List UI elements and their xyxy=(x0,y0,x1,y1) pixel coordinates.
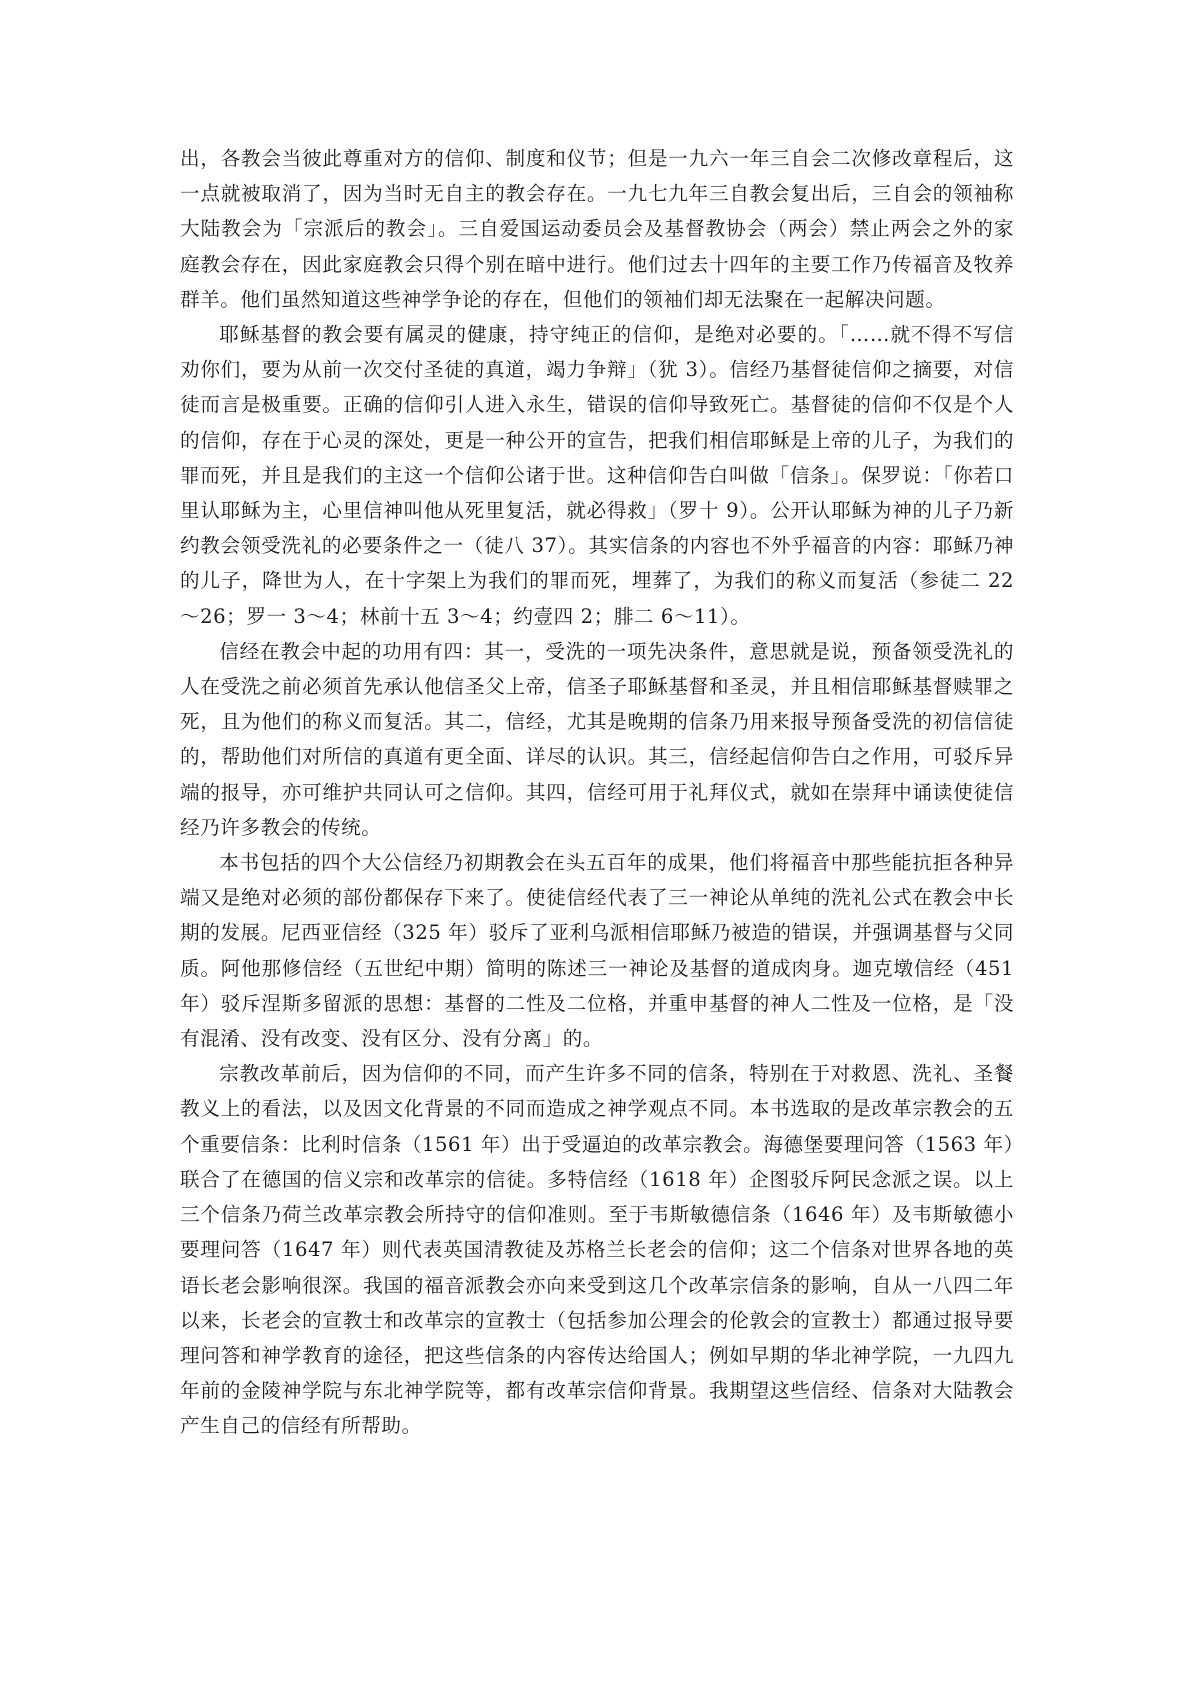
paragraph-1: 出，各教会当彼此尊重对方的信仰、制度和仪节；但是一九六一年三自会二次修改章程后，这一点就被取消了，因为当时无自主的教会存在。一九七九年三自教会复出后，三自会的领袖称大陆教会为「宗派后的教会」。三自爱国运动委员会及基督教协会（两会）禁止两会之外的家庭教会存在，因此家庭教会只得个别在暗中进行。他们过去十四年的主要工作乃传福音及牧养群羊。他们虽然知道这些神学争论的存在，但他们的领袖们却无法聚在一起解决问题。 xyxy=(180,147,1014,311)
paragraph-2: 耶稣基督的教会要有属灵的健康，持守纯正的信仰，是绝对必要的。「……就不得不写信劝你们，要为从前一次交付圣徒的真道，竭力争辩」（犹 3）。信经乃基督徒信仰之摘要，对信徒而言是极重要。正确的信仰引人进入永生，错误的信仰导致死亡。基督徒的信仰不仅是个人的信仰，存在于心灵的深处，更是一种公开的宣告，把我们相信耶稣是上帝的儿子，为我们的罪而死，并且是我们的主这一个信仰公诸于世。这种信仰告白叫做「信条」。保罗说：「你若口里认耶稣为主，心里信神叫他从死里复活，就必得救」（罗十 9）。公开认耶稣为神的儿子乃新约教会领受洗礼的必要条件之一（徒八 37）。其实信条的内容也不外乎福音的内容：耶稣乃神的儿子，降世为人，在十字架上为我们的罪而死，埋葬了，为我们的称义而复活（参徒二 22～26；罗一 3～4；林前十五 3～4；约壹四 2；腓二 6～11）。 xyxy=(180,323,1014,628)
paragraph-3: 信经在教会中起的功用有四：其一，受洗的一项先决条件，意思就是说，预备领受洗礼的人在受洗之前必须首先承认他信圣父上帝，信圣子耶稣基督和圣灵，并且相信耶稣基督赎罪之死，且为他们的称义而复活。其二，信经，尤其是晚期的信条乃用来报导预备受洗的初信信徒的，帮助他们对所信的真道有更全面、详尽的认识。其三，信经起信仰告白之作用，可驳斥异端的报导，亦可维护共同认可之信仰。其四，信经可用于礼拜仪式，就如在崇拜中诵读使徒信经乃许多教会的传统。 xyxy=(180,639,1014,839)
paragraph-5: 宗教改革前后，因为信仰的不同，而产生许多不同的信条，特别在于对救恩、洗礼、圣餐教义上的看法，以及因文化背景的不同而造成之神学观点不同。本书选取的是改革宗教会的五个重要信条：比利时信条（1561 年）出于受逼迫的改革宗教会。海德堡要理问答（1563 年）联合了在德国的信义宗和改革宗的信徒。多特信经（1618 年）企图驳斥阿民念派之误。以上三个信条乃荷兰改革宗教会所持守的信仰准则。至于韦斯敏德信条（1646 年）及韦斯敏德小要理问答（1647 年）则代表英国清教徒及苏格兰长老会的信仰；这二个信条对世界各地的英语长老会影响很深。我国的福音派教会亦向来受到这几个改革宗信条的影响，自从一八四二年以来，长老会的宣教士和改革宗的宣教士（包括参加公理会的伦敦会的宣教士）都通过报导要理问答和神学教育的途径，把这些信条的内容传达给国人；例如早期的华北神学院，一九四九年前的金陵神学院与东北神学院等，都有改革宗信仰背景。我期望这些信经、信条对大陆教会产生自己的信经有所帮助。 xyxy=(180,1062,1014,1438)
paragraph-4: 本书包括的四个大公信经乃初期教会在头五百年的成果，他们将福音中那些能抗拒各种异端又是绝对必须的部份都保存下来了。使徒信经代表了三一神论从单纯的洗礼公式在教会中长期的发展。尼西亚信经（325 年）驳斥了亚利乌派相信耶稣乃被造的错误，并强调基督与父同质。阿他那修信经（五世纪中期）简明的陈述三一神论及基督的道成肉身。迦克墩信经（451 年）驳斥涅斯多留派的思想：基督的二性及二位格，并重申基督的神人二性及一位格，是「没有混淆、没有改变、没有区分、没有分离」的。 xyxy=(180,851,1014,1051)
body-text xyxy=(180,141,1014,1444)
